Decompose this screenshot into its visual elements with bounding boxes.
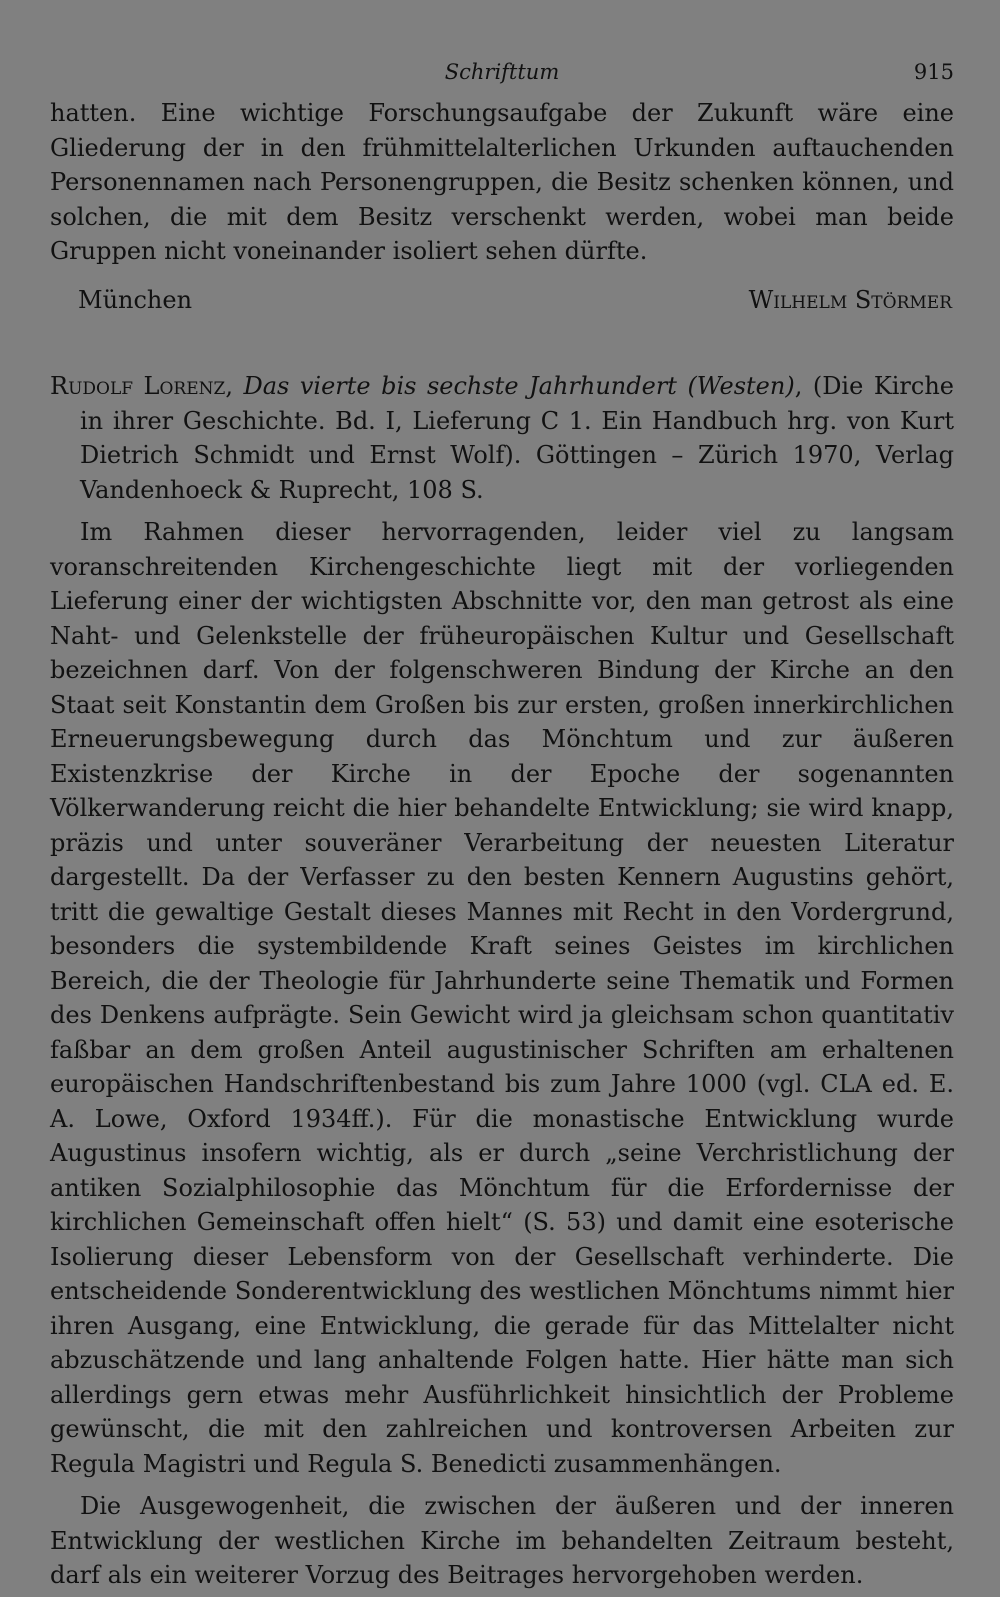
- review-paragraph-2: Die Ausgewogenheit, die zwischen der äußeren und der inneren Entwicklung der westlichen Kirche im behandelten Zeitraum besteht, darf als ein weiterer Vorzug des Beitrages hervorgehoben werden.: [50, 1492, 954, 1589]
- review-bibliographic-entry: Rudolf Lorenz, Das vierte bis sechste Jahrhundert (Westen), (Die Kirche in ihrer Geschichte. Bd. I, Lieferung C 1. Ein Handbuch hrg. von Kurt Dietrich Schmidt und Ernst Wolf). Göttingen – Zürich 1970, Verlag Vandenhoeck & Ruprecht, 108 S.: [50, 372, 954, 504]
- signature-place: München: [78, 285, 193, 314]
- signature-reviewer: Wilhelm Störmer: [748, 285, 952, 314]
- reviewed-publication-details: , (Die Kirche in ihrer Geschichte. Bd. I, Lieferung C 1. Ein Handbuch hrg. von Kurt Dietrich Schmidt und Ernst Wolf). Göttingen – Zürich 1970, Verlag Vandenhoeck & Ruprecht, 108 S.: [80, 372, 954, 504]
- review-paragraph-1: Im Rahmen dieser hervorragenden, leider viel zu langsam voranschreitenden Kirchengeschichte liegt mit der vorliegenden Lieferung einer der wichtigsten Abschnitte vor, den man getrost als eine Naht- und Gelenkstelle der frühеuropäischen Kultur und Gesellschaft bezeichnen darf. Von der folgenschweren Bindung der Kirche an den Staat seit Konstantin dem Großen bis zur ersten, großen innerkirchlichen Erneuerungsbewegung durch das Mönchtum und zur äußeren Existenzkrise der Kirche in der Epoche der sogenannten Völkerwanderung reicht die hier behandelte Entwicklung; sie wird knapp, präzis und unter souveräner Verarbeitung der neuesten Literatur dargestellt. Da der Verfasser zu den besten Kennern Augustins gehört, tritt die gewaltige Gestalt dieses Mannes mit Recht in den Vordergrund, besonders die systembildende Kraft seines Geistes im kirchlichen Bereich, die der Theologie für Jahrhunderte seine Thematik und Formen des Denkens aufprägte. Sein Gewicht wird ja gleichsam schon quantitativ faßbar an dem großen Anteil augustinischer Schriften am erhaltenen europäischen Handschriftenbestand bis zum Jahre 1000 (vgl. CLA ed. E. A. Lowe, Oxford 1934ff.). Für die monastische Entwicklung wurde Augustinus insofern wichtig, als er durch „seine Verchristlichung der antiken Sozialphilosophie das Mönchtum für die Erfordernisse der kirchlichen Gemeinschaft offen hielt“ (S. 53) und damit eine esoterische Isolierung dieser Lebensform von der Gesellschaft verhinderte. Die entscheidende Sonderentwicklung des westlichen Mönchtums nimmt hier ihren Ausgang, eine Entwicklung, die gerade für das Mittelalter nicht abzuschätzende und lang anhaltende Folgen hatte. Hier hätte man sich allerdings gern etwas mehr Ausführlichkeit hinsichtlich der Probleme gewünscht, die mit den zahlreichen und kontroversen Arbeiten zur Regula Magistri und Regula S. Benedicti zusammenhängen.: [50, 518, 954, 1478]
- running-header: [50, 60, 954, 96]
- running-title: Schrifttum: [444, 60, 560, 84]
- previous-review-signature: [50, 283, 954, 318]
- previous-review-closing-paragraph: hatten. Eine wichtige Forschungsaufgabe der Zukunft wäre eine Gliederung der in den frühmittelalterlichen Urkunden auftauchenden Personennamen nach Personengruppen, die Besitz schenken können, und solchen, die mit dem Besitz verschenkt werden, wobei man beide Gruppen nicht voneinander isoliert sehen dürfte.: [50, 99, 954, 265]
- document-page: [50, 60, 954, 1593]
- page-number: 915: [913, 60, 954, 84]
- reviewed-author: Rudolf Lorenz: [50, 372, 226, 400]
- reviewed-title: Das vierte bis sechste Jahrhundert (Westen): [243, 372, 795, 400]
